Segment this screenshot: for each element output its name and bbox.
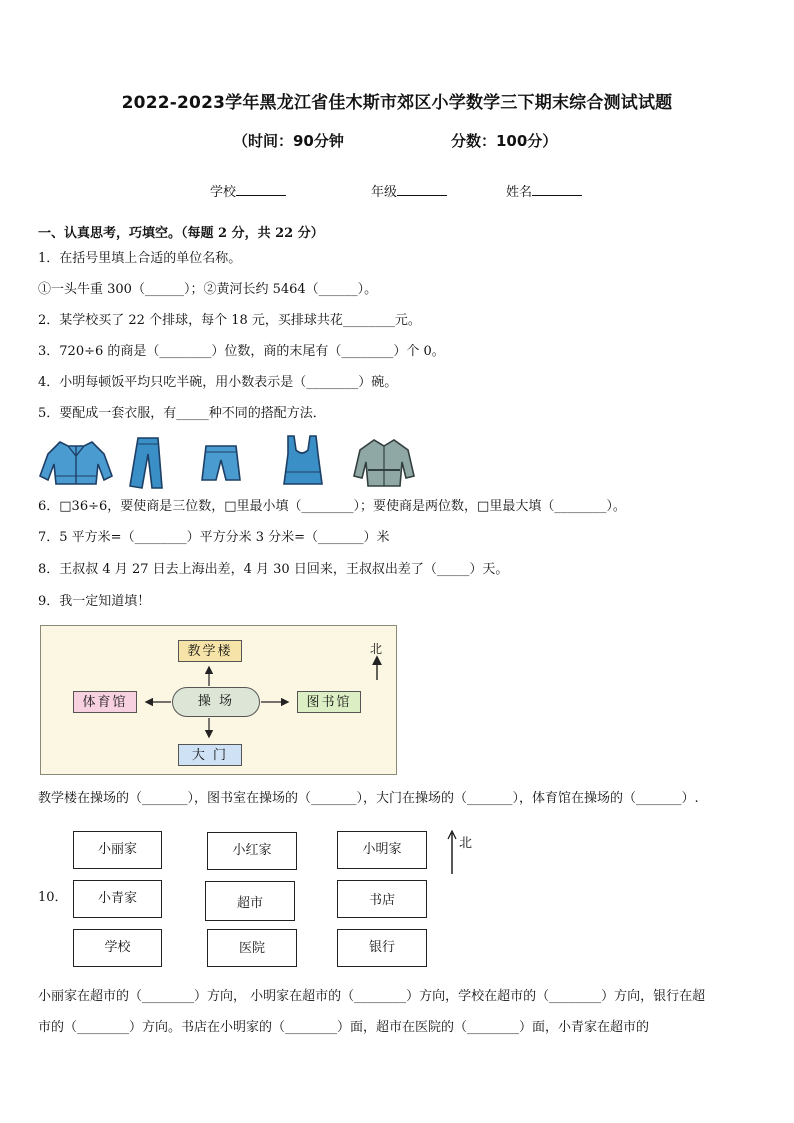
question-7: 7．5 平方米=（________）平方分米 3 分米=（_______）米 — [38, 530, 390, 545]
grid-cell-bookstore: 书店 — [337, 880, 427, 918]
question-10-number: 10． — [38, 890, 68, 905]
question-5: 5．要配成一套衣服，有_____种不同的搭配方法． — [38, 406, 326, 421]
teaching-building-box: 教学楼 — [178, 640, 242, 662]
question-4: 4．小明每顿饭平均只吃半碗，用小数表示是（________）碗。 — [38, 375, 398, 390]
name-label: 姓名 — [506, 185, 533, 200]
name-field — [506, 181, 582, 200]
gate-box: 大 门 — [178, 744, 242, 766]
school-field — [210, 181, 286, 200]
name-blank — [532, 183, 582, 196]
grid-cell-xiaohong-home: 小红家 — [207, 832, 297, 870]
library-box: 图书馆 — [297, 691, 361, 713]
question-1: 1．在括号里填上合适的单位名称。 — [38, 251, 242, 266]
question-9-answer: 教学楼在操场的（_______），图书室在操场的（_______），大门在操场的（_______），体育馆在操场的（_______）. — [38, 791, 699, 806]
question-6: 6．□36÷6，要使商是三位数，□里最小填（________）；要使商是两位数，□里最大填（________）。 — [38, 499, 626, 514]
question-10-line-2: 市的（________）方向。书店在小明家的（________）面，超市在医院的（________）面，小青家在超市的 — [38, 1020, 650, 1035]
grid-cell-xiaoqing-home: 小青家 — [73, 880, 162, 918]
school-map — [40, 625, 397, 775]
tank-top-icon — [284, 436, 322, 484]
question-8: 8．王叔叔 4 月 27 日去上海出差，4 月 30 日回来，王叔叔出差了（_____）天。 — [38, 562, 509, 577]
school-label: 学校 — [210, 185, 237, 200]
clothes-illustration — [38, 432, 418, 492]
coat-icon — [354, 440, 414, 486]
grid-north-arrow-icon — [446, 830, 460, 876]
shorts-icon — [202, 446, 240, 480]
question-10-line-1: 小丽家在超市的（________）方向， 小明家在超市的（________）方向，学校在超市的（________）方向，银行在超 — [38, 989, 706, 1004]
section-heading: 一、认真思考，巧填空。（每题 2 分，共 22 分） — [38, 226, 324, 241]
question-3: 3．720÷6 的商是（________）位数，商的末尾有（________）个 0。 — [38, 344, 445, 359]
school-blank — [236, 183, 286, 196]
grid-cell-xiaoli-home: 小丽家 — [73, 831, 162, 869]
question-2: 2．某学校买了 22 个排球，每个 18 元，买排球共花________元。 — [38, 313, 421, 328]
trousers-icon — [130, 438, 162, 488]
grade-label: 年级 — [371, 185, 398, 200]
document-title: 2022-2023学年黑龙江省佳木斯市郊区小学数学三下期末综合测试试题 — [121, 93, 673, 113]
playground-box: 操 场 — [172, 687, 260, 717]
exam-score: 分数：100分） — [451, 132, 558, 150]
question-9: 9．我一定知道填！ — [38, 594, 151, 609]
gym-box: 体育馆 — [73, 691, 137, 713]
grade-blank — [397, 183, 447, 196]
grid-cell-school: 学校 — [73, 929, 162, 967]
exam-time: （时间：90分钟 — [233, 132, 344, 150]
compass-north-label: 北 — [370, 642, 383, 656]
grade-field — [371, 181, 447, 200]
grid-cell-bank: 银行 — [337, 929, 427, 967]
grid-north-label: 北 — [459, 836, 473, 851]
grid-cell-xiaoming-home: 小明家 — [337, 831, 427, 869]
grid-cell-hospital: 医院 — [207, 929, 297, 967]
question-1-items: ①一头牛重 300（______）；②黄河长约 5464（______）。 — [38, 282, 378, 297]
grid-cell-supermarket: 超市 — [205, 881, 295, 921]
jacket-icon — [40, 442, 112, 484]
